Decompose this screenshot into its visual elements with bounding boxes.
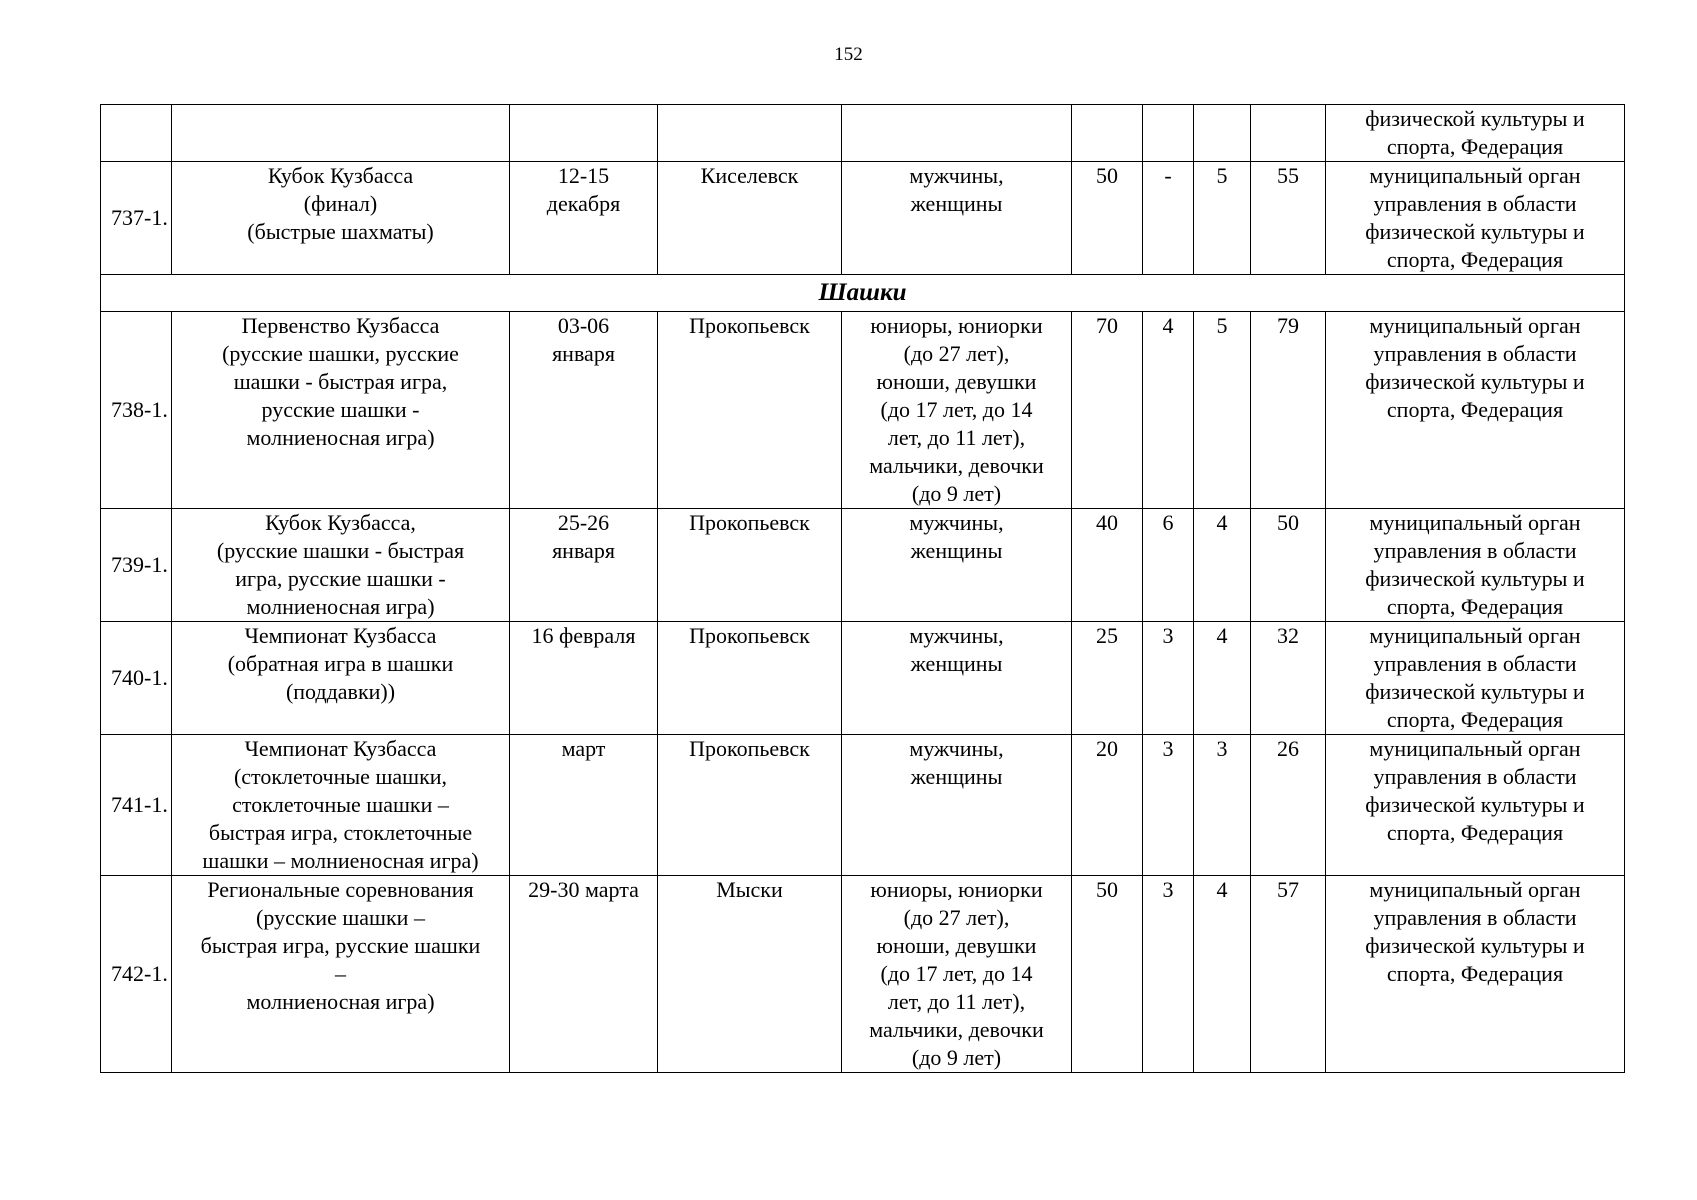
event-name-line: Первенство Кузбасса [241,313,440,338]
section-title: Шашки [101,275,1625,312]
cell-dates [510,622,658,735]
organizer-line: физической культуры и [1365,369,1585,394]
cell-count-1 [1072,105,1143,162]
cell-dates [510,312,658,509]
event-name-line: (поддавки)) [285,679,396,704]
cell-num: 742-1. [101,876,172,1073]
cell-organizer [1326,312,1625,509]
cell-dates [510,735,658,876]
event-name-line: (стоклеточные шашки, [233,764,448,789]
dates-line: март [561,736,606,761]
organizer-line: муниципальный орган [1369,623,1581,648]
event-name-line: игра, русские шашки - [235,566,446,591]
cell-num [101,105,172,162]
event-name-line: шашки - быстрая игра, [233,369,448,394]
cell-num: 741-1. [101,735,172,876]
table-row-continuation [101,105,1625,162]
event-name-line: молниеносная игра) [246,594,435,619]
participants-line: юноши, девушки [876,933,1037,958]
cell-num: 737-1. [101,162,172,275]
participants-line: женщины [910,191,1003,216]
cell-count-3: 5 [1194,162,1251,275]
competition-table [100,104,1625,1073]
cell-count-2: 4 [1143,312,1194,509]
event-name-line: Региональные соревнования [207,877,474,902]
organizer-line: управления в области [1373,651,1577,676]
cell-participants [842,622,1072,735]
cell-organizer [1326,622,1625,735]
organizer-line: физической культуры и [1365,933,1585,958]
cell-place [658,622,842,735]
cell-count-1: 25 [1072,622,1143,735]
cell-name [172,735,510,876]
participants-line: мужчины, [909,623,1004,648]
table-row [101,735,1625,876]
table-row [101,162,1625,275]
dates-line: 16 февраля [531,623,636,648]
organizer-line: управления в области [1373,538,1577,563]
cell-place [658,162,842,275]
cell-count-4: 57 [1251,876,1326,1073]
dates-line: 03-06 [557,313,610,338]
cell-place [658,105,842,162]
place-line: Мыски [716,877,783,902]
organizer-line: спорта, Федерация [1386,397,1564,422]
cell-participants [842,735,1072,876]
cell-count-3: 4 [1194,509,1251,622]
participants-line: юноши, девушки [876,369,1037,394]
table-row [101,876,1625,1073]
cell-count-2: 3 [1143,876,1194,1073]
event-name-line: (русские шашки – [256,905,425,930]
cell-count-3: 4 [1194,622,1251,735]
event-name-line: быстрая игра, русские шашки [200,933,481,958]
cell-count-3 [1194,105,1251,162]
cell-num: 740-1. [101,622,172,735]
organizer-line: управления в области [1373,905,1577,930]
cell-count-1: 70 [1072,312,1143,509]
cell-place [658,735,842,876]
place-line: Прокопьевск [689,623,810,648]
cell-name [172,622,510,735]
cell-count-4: 55 [1251,162,1326,275]
table-row [101,622,1625,735]
organizer-line: спорта, Федерация [1386,247,1564,272]
organizer-line: муниципальный орган [1369,510,1581,535]
event-name-line: Чемпионат Кузбасса [244,623,437,648]
cell-dates [510,105,658,162]
organizer-line: физической культуры и [1365,792,1585,817]
event-name-line: стоклеточные шашки – [232,792,449,817]
event-name-line: (русские шашки, русские [222,341,459,366]
cell-organizer [1326,876,1625,1073]
event-name-line: быстрая игра, стоклеточные [208,820,473,845]
organizer-line: спорта, Федерация [1386,820,1564,845]
event-name-line: (русские шашки - быстрая [216,538,465,563]
dates-line: 12-15 [557,163,610,188]
table-body [101,105,1625,1073]
participants-line: мужчины, [909,736,1004,761]
organizer-line: спорта, Федерация [1386,961,1564,986]
cell-count-1: 20 [1072,735,1143,876]
cell-participants [842,509,1072,622]
event-name-line: (финал) [303,191,378,216]
organizer-line: муниципальный орган [1369,877,1581,902]
cell-place [658,509,842,622]
participants-line: мужчины, [909,163,1004,188]
participants-line: (до 27 лет), [903,905,1010,930]
event-name-line: молниеносная игра) [246,989,435,1014]
organizer-line: физической культуры и [1365,679,1585,704]
organizer-line: спорта, Федерация [1386,134,1564,159]
participants-line: лет, до 11 лет), [887,989,1026,1014]
organizer-line: управления в области [1373,764,1577,789]
event-name-line: Чемпионат Кузбасса [244,736,437,761]
event-name-line: (быстрые шахматы) [247,219,434,244]
dates-line: 25-26 [557,510,610,535]
cell-participants [842,105,1072,162]
participants-line: (до 9 лет) [911,481,1002,506]
participants-line: лет, до 11 лет), [887,425,1026,450]
event-name-line: шашки – молниеносная игра) [202,848,479,873]
organizer-line: физической культуры и [1365,219,1585,244]
cell-count-1: 40 [1072,509,1143,622]
cell-count-3: 5 [1194,312,1251,509]
participants-line: мужчины, [909,510,1004,535]
dates-line: декабря [546,191,621,216]
participants-line: (до 17 лет, до 14 [880,397,1033,422]
cell-count-3: 3 [1194,735,1251,876]
place-line: Прокопьевск [689,736,810,761]
participants-line: мальчики, девочки [869,453,1044,478]
page-number: 152 [834,44,863,65]
participants-line: (до 9 лет) [911,1045,1002,1070]
event-name-line: Кубок Кузбасса, [265,510,416,535]
table-row [101,509,1625,622]
cell-count-2: - [1143,162,1194,275]
cell-participants [842,312,1072,509]
cell-count-2: 3 [1143,735,1194,876]
cell-dates [510,876,658,1073]
participants-line: юниоры, юниорки [870,877,1043,902]
cell-organizer [1326,735,1625,876]
cell-count-1: 50 [1072,162,1143,275]
organizer-line: управления в области [1373,341,1577,366]
cell-count-3: 4 [1194,876,1251,1073]
cell-count-2: 6 [1143,509,1194,622]
cell-participants [842,876,1072,1073]
event-name-line: Кубок Кузбасса [267,163,414,188]
participants-line: женщины [910,764,1003,789]
cell-name [172,162,510,275]
cell-count-2: 3 [1143,622,1194,735]
cell-place [658,876,842,1073]
cell-count-2 [1143,105,1194,162]
cell-count-1: 50 [1072,876,1143,1073]
cell-count-4: 26 [1251,735,1326,876]
cell-dates [510,509,658,622]
dates-line: 29-30 марта [528,877,639,902]
event-name-line: молниеносная игра) [246,425,435,450]
section-row [101,275,1625,312]
dates-line: января [552,341,615,366]
participants-line: (до 17 лет, до 14 [880,961,1033,986]
cell-count-4 [1251,105,1326,162]
organizer-line: спорта, Федерация [1386,594,1564,619]
cell-organizer [1326,105,1625,162]
cell-name [172,509,510,622]
participants-line: юниоры, юниорки [870,313,1043,338]
place-line: Прокопьевск [689,510,810,535]
cell-num: 739-1. [101,509,172,622]
cell-name [172,105,510,162]
event-name-line: (обратная игра в шашки [227,651,454,676]
participants-line: женщины [910,651,1003,676]
cell-organizer [1326,162,1625,275]
organizer-line: физической культуры и [1365,566,1585,591]
cell-dates [510,162,658,275]
participants-line: женщины [910,538,1003,563]
organizer-line: спорта, Федерация [1386,707,1564,732]
organizer-line: управления в области [1373,191,1577,216]
participants-line: (до 27 лет), [903,341,1010,366]
cell-num: 738-1. [101,312,172,509]
event-name-line: русские шашки - [261,397,420,422]
place-line: Киселевск [700,163,799,188]
cell-count-4: 32 [1251,622,1326,735]
organizer-line: муниципальный орган [1369,313,1581,338]
cell-count-4: 79 [1251,312,1326,509]
cell-count-4: 50 [1251,509,1326,622]
dates-line: января [552,538,615,563]
table-row [101,312,1625,509]
cell-place [658,312,842,509]
cell-organizer [1326,509,1625,622]
organizer-line: физической культуры и [1365,106,1585,131]
cell-participants [842,162,1072,275]
organizer-line: муниципальный орган [1369,736,1581,761]
cell-name [172,876,510,1073]
organizer-line: муниципальный орган [1369,163,1581,188]
cell-name [172,312,510,509]
participants-line: мальчики, девочки [869,1017,1044,1042]
event-name-line: – [335,961,346,986]
place-line: Прокопьевск [689,313,810,338]
